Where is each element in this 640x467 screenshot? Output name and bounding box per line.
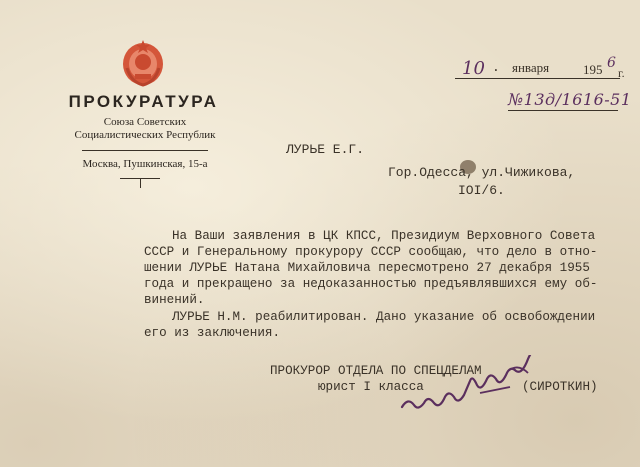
signatory-title: ПРОКУРОР ОТДЕЛА ПО СПЕЦДЕЛАМ — [270, 364, 482, 378]
document-number-underline — [508, 110, 618, 111]
signatory-name: (СИРОТКИН) — [522, 380, 598, 394]
date-separator: . — [492, 60, 500, 75]
subtitle-line-1: Союза Советских — [103, 116, 187, 128]
body-line-1: На Ваши заявления в ЦК КПСС, Президиум Верховного Совета — [172, 229, 596, 243]
organization-subtitle — [60, 116, 230, 142]
subtitle-line-2: Социалистических Республик — [74, 129, 216, 141]
date-year: 195 — [583, 62, 603, 77]
body-line-4: года и прекращено за недоказанностью предъявлявшихся ему об- — [144, 277, 598, 291]
date-underline — [455, 78, 620, 79]
divider — [82, 150, 208, 151]
addressee-name: ЛУРЬЕ Е.Г. — [286, 142, 365, 157]
body-line-2: СССР и Генеральному прокурору СССР сообщаю, что дело в отно- — [144, 245, 598, 259]
document-number: №13д/1616-51 — [508, 90, 632, 109]
organization-address: Москва, Пушкинская, 15-а — [82, 158, 208, 170]
date-day: 10 — [462, 58, 485, 79]
addressee-address-line-2: IOI/6. — [458, 183, 505, 198]
date-suffix: г. — [618, 66, 625, 80]
body-line-3: шении ЛУРЬЕ Натана Михайловича пересмотрено 27 декабря 1955 — [144, 261, 590, 275]
ussr-coat-of-arms-icon — [121, 38, 165, 88]
divider-tick — [140, 178, 141, 188]
handwritten-signature — [380, 355, 570, 425]
addressee-address-line-1: Гор.Одесса, ул.Чижикова, — [388, 165, 576, 180]
signatory-rank: юрист I класса — [318, 380, 424, 394]
date-year-digit: 6 — [607, 55, 616, 71]
organization-title: ПРОКУРАТУРА — [68, 92, 219, 111]
body-line-7: его из заключения. — [144, 326, 281, 340]
body-line-6: ЛУРЬЕ Н.М. реабилитирован. Дано указание об освобождении — [172, 310, 596, 324]
body-line-5: винений. — [144, 293, 205, 307]
date-month: января — [512, 60, 550, 75]
